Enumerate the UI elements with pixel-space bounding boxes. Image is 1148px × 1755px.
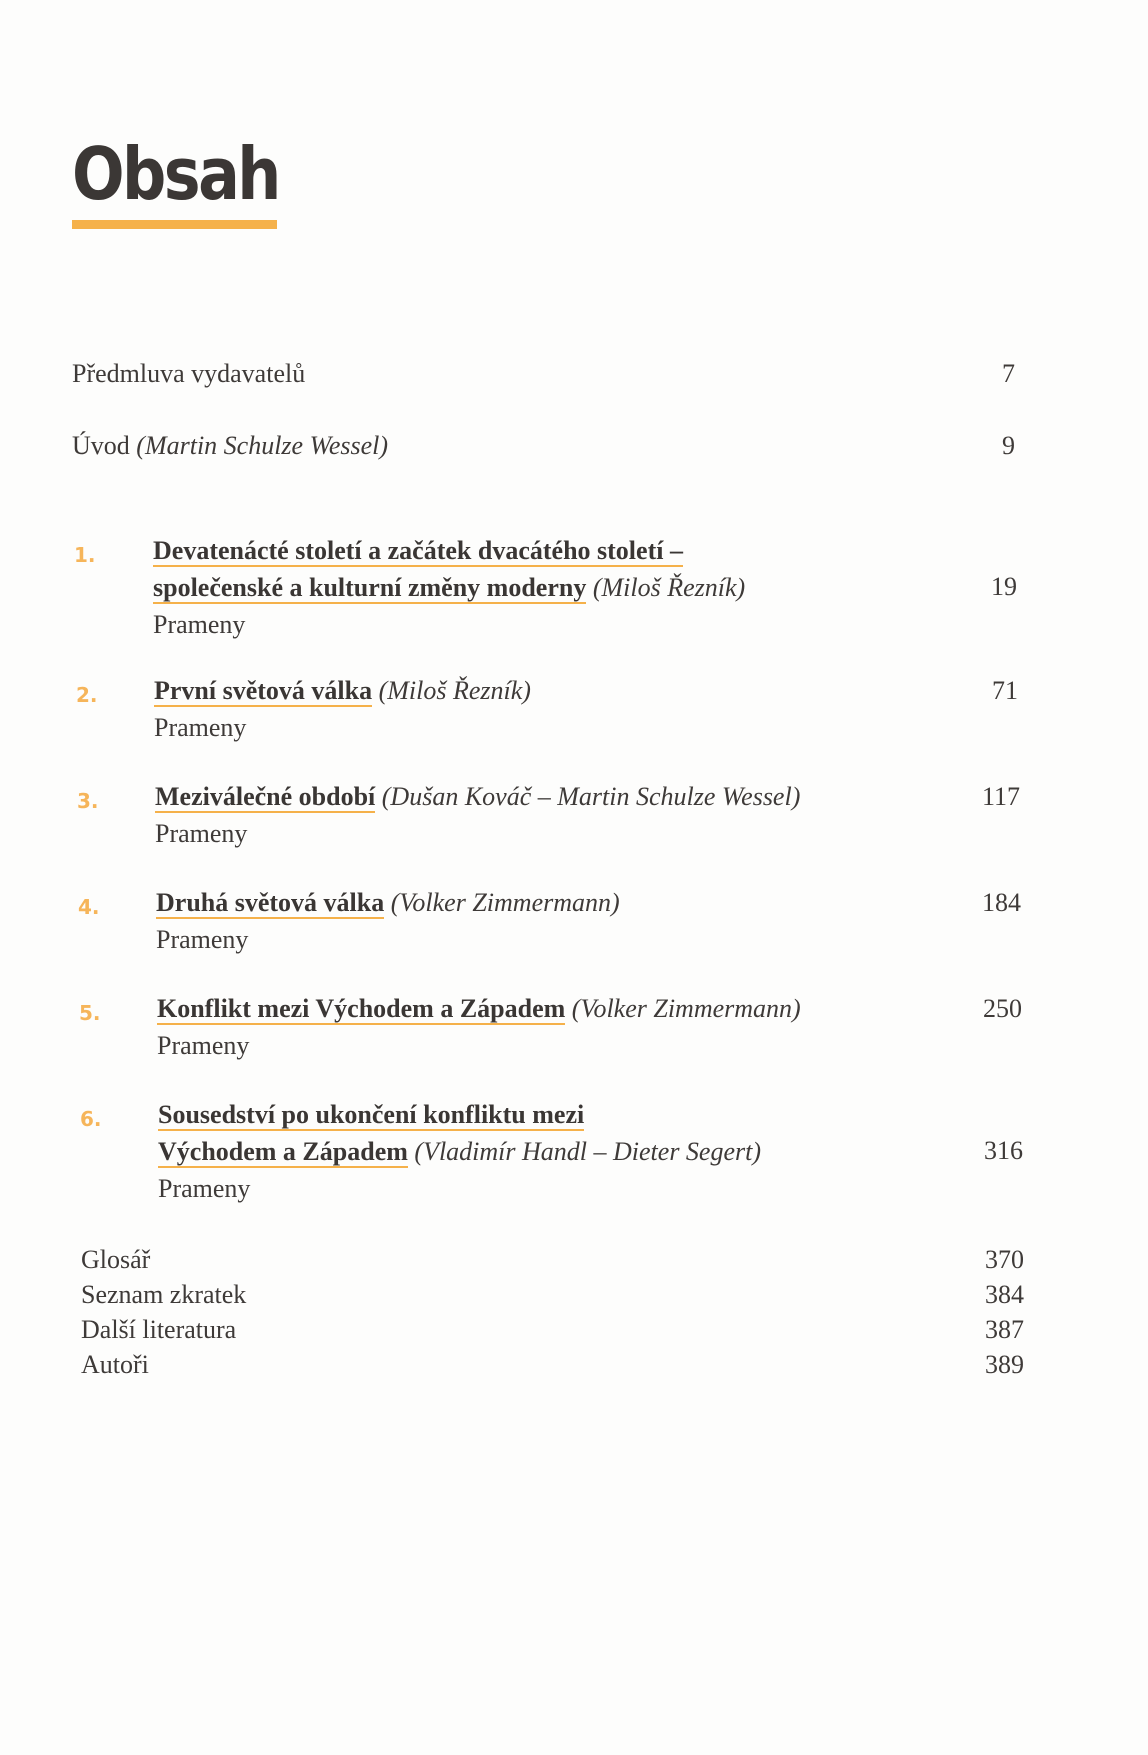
chapter-sources[interactable]: Prameny [155,819,248,848]
entry-author: (Martin Schulze Wessel) [136,431,389,460]
entry-title: Předmluva vydavatelů [72,359,306,388]
chapter-sources[interactable]: Prameny [156,925,249,954]
entry-title: Glosář [81,1245,151,1274]
chapter-sources[interactable]: Prameny [158,1174,251,1203]
page-title: Obsah [72,132,279,216]
page-number: 117 [981,782,1020,811]
chapter-number: 3. [77,789,99,813]
page-number: 71 [992,676,1018,705]
chapter-title-line1: Sousedství po ukončení konfliktu mezi [158,1100,585,1129]
entry-title: Seznam zkratek [81,1280,247,1309]
chapter-author: (Dušan Kováč – Martin Schulze Wessel) [381,782,801,811]
entry-title: Další literatura [81,1315,237,1344]
chapter-title-line1: První světová válka [154,676,373,705]
chapter-author: (Miloš Řezník) [378,676,531,705]
toc-entry-glossary[interactable] [81,1242,150,1277]
chapter-number: 5. [79,1001,101,1025]
page-number: 316 [984,1136,1023,1165]
chapter-sources[interactable]: Prameny [157,1031,250,1060]
chapter-sources[interactable]: Prameny [153,610,246,639]
toc-chapter-2[interactable] [154,672,914,746]
chapter-number: 2. [76,683,98,707]
entry-title: Autoři [81,1350,149,1379]
toc-entry-introduction[interactable] [72,427,388,464]
page-number: 387 [985,1315,1024,1344]
page-number: 19 [991,572,1017,601]
chapter-number: 1. [74,543,96,567]
page-number: 250 [983,994,1022,1023]
toc-chapter-6[interactable] [158,1096,918,1207]
toc-entry-abbreviations[interactable] [81,1277,246,1312]
chapter-title-line2: Východem a Západem [158,1137,408,1166]
entry-title: Úvod [72,431,130,460]
chapter-title-line1: Meziválečné období [155,782,376,811]
chapter-title-line2: společenské a kulturní změny moderny [153,573,587,602]
page-number: 389 [985,1350,1024,1379]
toc-chapter-5[interactable] [157,990,917,1064]
chapter-title-line1: Devatenácté století a začátek dvacátého století – [153,536,683,565]
toc-chapter-1[interactable] [153,532,913,643]
chapter-number: 6. [80,1107,102,1131]
chapter-author: (Volker Zimmermann) [571,994,801,1023]
toc-chapter-4[interactable] [156,884,916,958]
page-number: 384 [985,1280,1024,1309]
page-number: 370 [985,1245,1024,1274]
toc-entry-authors[interactable] [81,1347,149,1382]
chapter-author: (Vladimír Handl – Dieter Segert) [414,1137,762,1166]
chapter-number: 4. [78,895,100,919]
chapter-sources[interactable]: Prameny [154,713,247,742]
toc-chapter-3[interactable] [155,778,915,852]
page-number: 9 [1002,431,1015,460]
chapter-author: (Volker Zimmermann) [390,888,620,917]
chapter-author: (Miloš Řezník) [592,573,746,602]
title-underline [72,220,277,229]
toc-entry-preface[interactable] [72,355,305,392]
toc-entry-literature[interactable] [81,1312,236,1347]
page-number: 7 [1002,359,1015,388]
page-number: 184 [982,888,1021,917]
chapter-title-line1: Konflikt mezi Východem a Západem [157,994,566,1023]
chapter-title-line1: Druhá světová válka [156,888,385,917]
